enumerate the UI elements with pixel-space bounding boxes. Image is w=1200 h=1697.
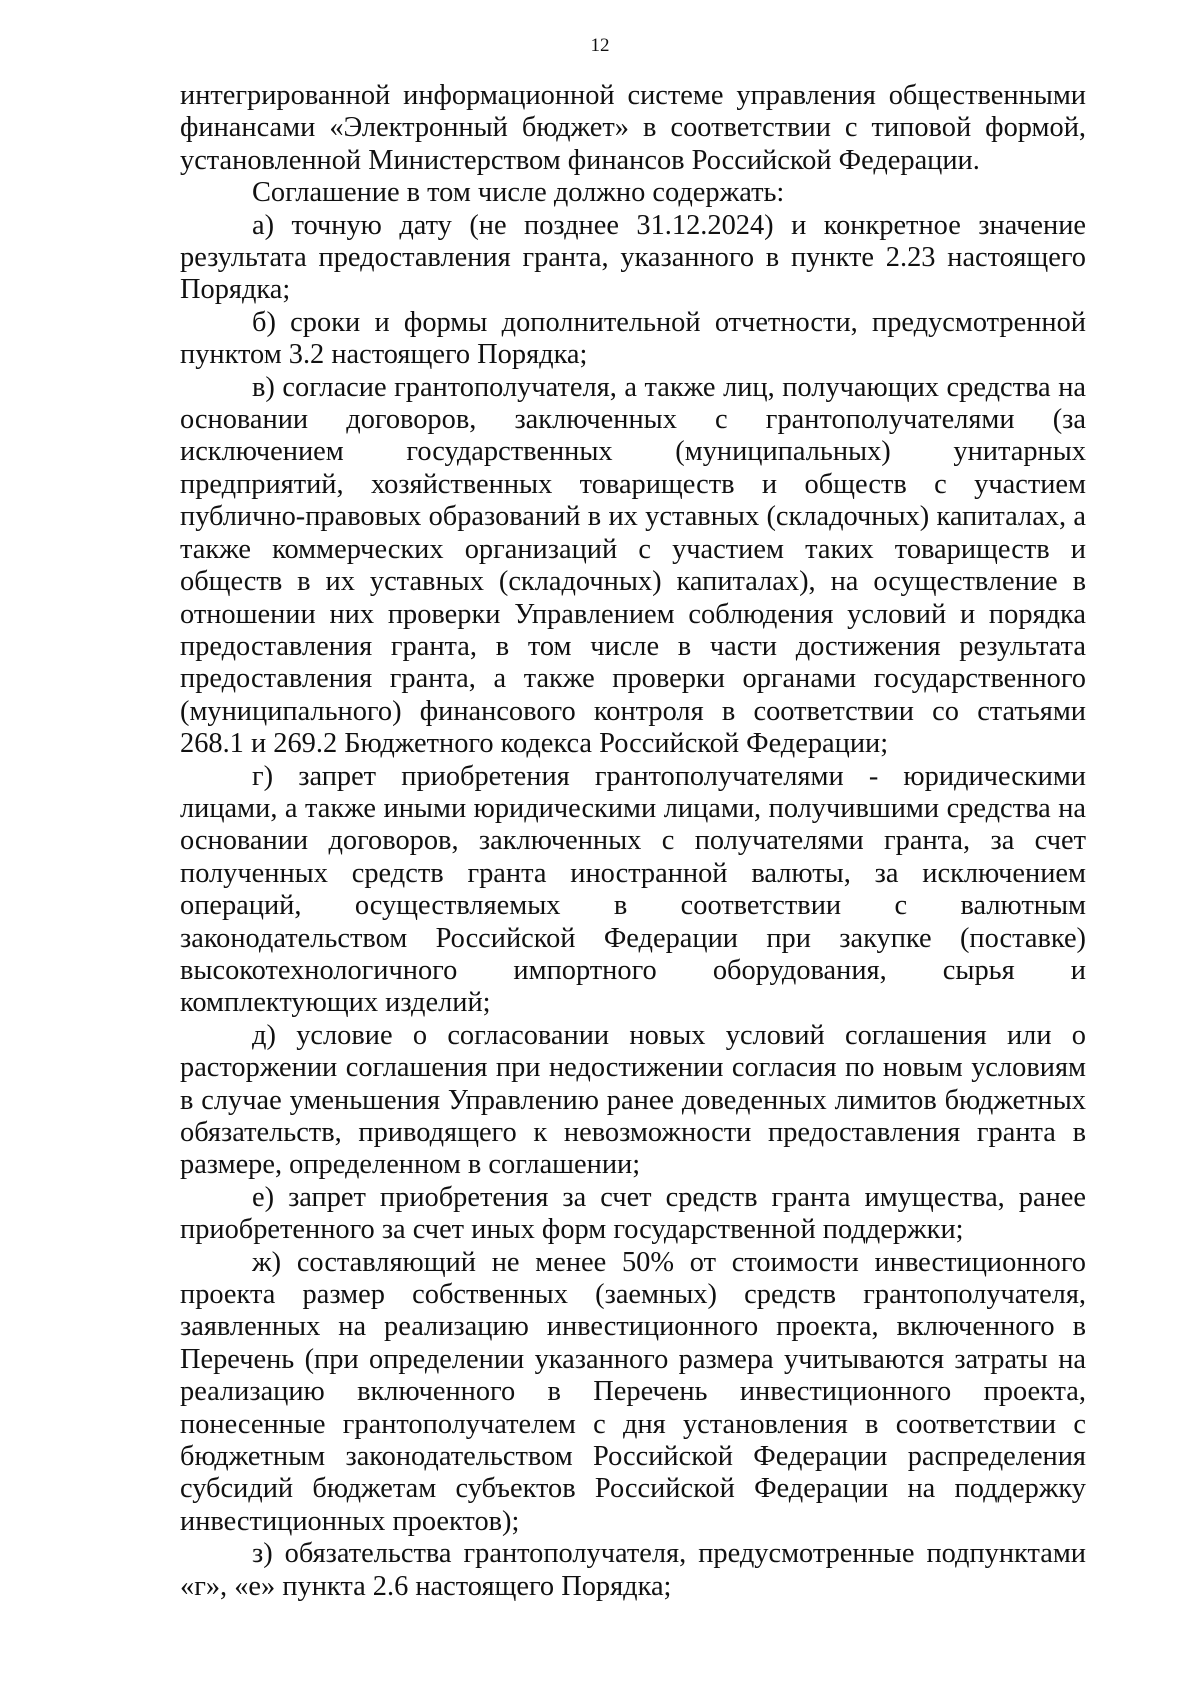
paragraph-item-v: в) согласие грантополучателя, а также лиц, получающих средства на основании договоров, заключенных с грантополучателями (за исключением государственных (муниципальных) унитарных предприятий, хозяйственных товариществ и обществ с участием публично-правовых образований в их уставных (складочных) капиталах, а также коммерческих организаций с участием таких товариществ и обществ в их уставных (складочных) капиталах), на осуществление в отношении них проверки Управлением соблюдения условий и порядка предоставления гранта, в том числе в части достижения результата предоставления гранта, а также проверки органами государственного (муниципального) финансового контроля в соответствии со статьями 268.1 и 269.2 Бюджетного кодекса Российской Федерации; — [180, 371, 1086, 760]
paragraph-item-g: г) запрет приобретения грантополучателями - юридическими лицами, а также иными юридическими лицами, получившими средства на основании договоров, заключенных с получателями гранта, за счет полученных средств гранта иностранной валюты, за исключением операций, осуществляемых в соответствии с валютным законодательством Российской Федерации при закупке (поставке) высокотехнологичного импортного оборудования, сырья и комплектующих изделий; — [180, 760, 1086, 1019]
paragraph-item-z: з) обязательства грантополучателя, предусмотренные подпунктами «г», «е» пункта 2.6 настоящего Порядка; — [180, 1538, 1086, 1602]
paragraph-item-a: а) точную дату (не позднее 31.12.2024) и конкретное значение результата предоставления гранта, указанного в пункте 2.23 настоящего Порядка; — [180, 209, 1086, 306]
paragraph-item-e: е) запрет приобретения за счет средств гранта имущества, ранее приобретенного за счет иных форм государственной поддержки; — [180, 1181, 1086, 1246]
paragraph-continuation: интегрированной информационной системе управления общественными финансами «Электронный бюджет» в соответствии с типовой формой, установленной Министерством финансов Российской Федерации. — [180, 80, 1086, 176]
document-body — [180, 80, 1086, 1603]
page-number: 12 — [590, 35, 610, 56]
paragraph-item-d: д) условие о согласовании новых условий соглашения или о расторжении соглашения при недостижении согласия по новым условиям в случае уменьшения Управлению ранее доведенных лимитов бюджетных обязательств, приводящего к невозможности предоставления гранта в размере, определенном в соглашении; — [180, 1019, 1086, 1181]
paragraph-item-zh: ж) составляющий не менее 50% от стоимости инвестиционного проекта размер собственных (заемных) средств грантополучателя, заявленных на реализацию инвестиционного проекта, включенного в Перечень (при определении указанного размера учитываются затраты на реализацию включенного в Перечень инвестиционного проекта, понесенные грантополучателем с дня установления в соответствии с бюджетным законодательством Российской Федерации распределения субсидий бюджетам субъектов Российской Федерации на поддержку инвестиционных проектов); — [180, 1246, 1086, 1537]
paragraph-item-b: б) сроки и формы дополнительной отчетности, предусмотренной пунктом 3.2 настоящего Порядка; — [180, 306, 1086, 371]
paragraph-agreement-intro: Соглашение в том числе должно содержать: — [252, 177, 785, 209]
